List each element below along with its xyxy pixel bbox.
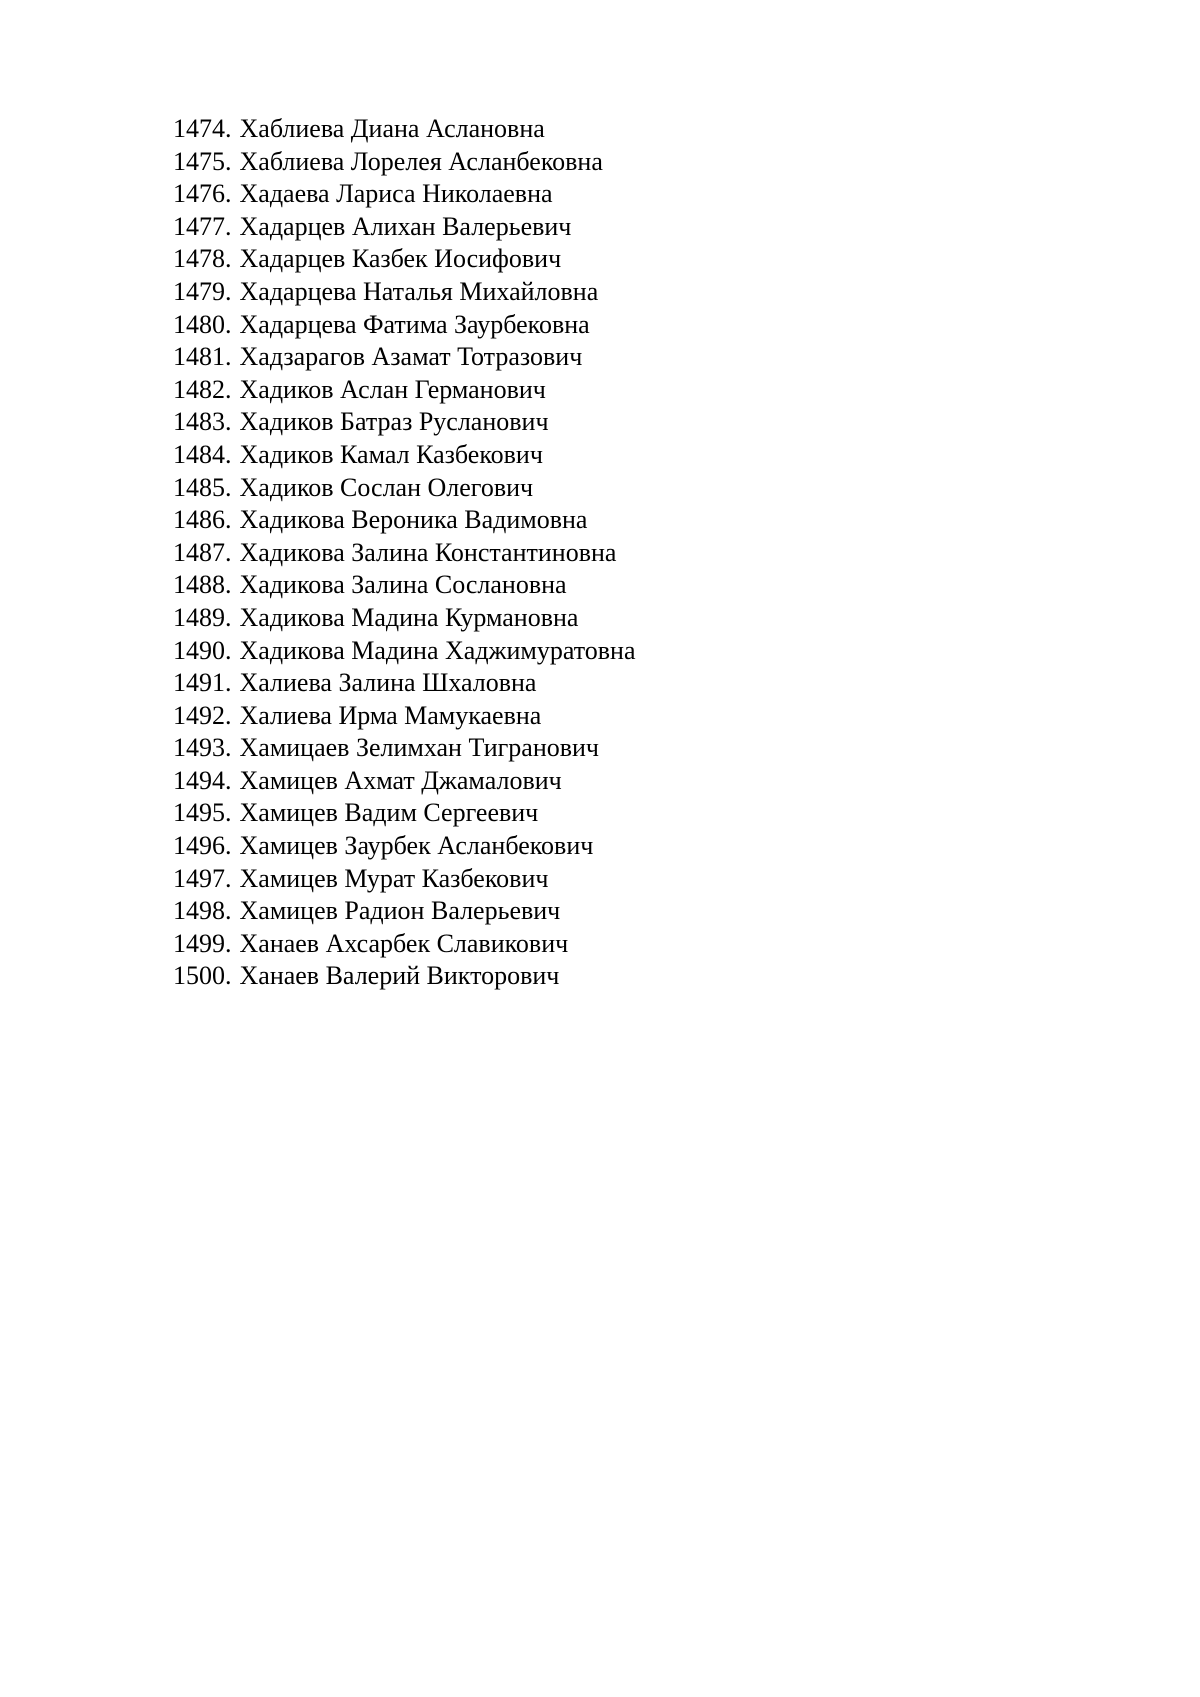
entry-name: Хадарцев Казбек Иосифович (239, 244, 562, 274)
entry-number: 1492. (173, 700, 232, 730)
list-item (173, 146, 636, 179)
list-item (173, 537, 636, 570)
entry-name: Хадаева Лариса Николаевна (239, 179, 553, 209)
entry-name: Хамицев Заурбек Асланбекович (239, 831, 594, 861)
entry-number: 1487. (173, 537, 232, 567)
entry-number: 1478. (173, 244, 232, 274)
list-item (173, 211, 636, 244)
list-item (173, 113, 636, 146)
entry-name: Хадарцев Алихан Валерьевич (239, 211, 572, 241)
entry-name: Хадикова Залина Константиновна (239, 537, 617, 567)
entry-number: 1485. (173, 472, 232, 502)
entry-number: 1475. (173, 146, 232, 176)
entry-name: Хадикова Мадина Курмановна (239, 602, 579, 632)
entry-number: 1484. (173, 439, 232, 469)
list-item (173, 602, 636, 635)
list-item (173, 569, 636, 602)
list-item (173, 178, 636, 211)
entry-name: Хамицев Мурат Казбекович (239, 863, 549, 893)
entry-name: Хаблиева Диана Аслановна (239, 114, 545, 143)
entry-number: 1496. (173, 831, 232, 861)
entry-name: Хадиков Аслан Германович (239, 374, 546, 404)
list-item (173, 243, 636, 276)
list-item (173, 700, 636, 733)
entry-name: Хамицев Вадим Сергеевич (239, 798, 539, 828)
entry-number: 1491. (173, 668, 232, 698)
entry-number: 1494. (173, 765, 232, 795)
list-item (173, 374, 636, 407)
entry-name: Хадиков Сослан Олегович (239, 472, 534, 502)
list-item (173, 504, 636, 537)
entry-number: 1500. (173, 961, 232, 991)
entry-number: 1497. (173, 863, 232, 893)
entry-name: Хадарцева Фатима Заурбековна (239, 309, 590, 339)
entry-name: Халиева Залина Шхаловна (239, 668, 537, 698)
entry-number: 1489. (173, 602, 232, 632)
entry-number: 1486. (173, 505, 232, 535)
entry-name: Хадзарагов Азамат Тотразович (239, 342, 583, 372)
entry-name: Хамицаев Зелимхан Тигранович (239, 733, 600, 763)
entry-name: Ханаев Валерий Викторович (239, 961, 560, 991)
entry-number: 1483. (173, 407, 232, 437)
list-item (173, 895, 636, 928)
entry-name: Хадикова Мадина Хаджимуратовна (239, 635, 636, 665)
list-item (173, 635, 636, 668)
entry-number: 1490. (173, 635, 232, 665)
list-item (173, 928, 636, 961)
entry-name: Хадиков Камал Казбекович (239, 439, 543, 469)
entry-number: 1482. (173, 374, 232, 404)
entry-name: Халиева Ирма Мамукаевна (239, 700, 542, 730)
list-item (173, 797, 636, 830)
list-item (173, 406, 636, 439)
entry-number: 1499. (173, 928, 232, 958)
list-item (173, 732, 636, 765)
entry-name: Хадикова Вероника Вадимовна (239, 505, 588, 535)
list-item (173, 863, 636, 896)
entry-name: Хадиков Батраз Русланович (239, 407, 549, 437)
entry-number: 1495. (173, 798, 232, 828)
list-item (173, 830, 636, 863)
list-item (173, 341, 636, 374)
entry-number: 1476. (173, 179, 232, 209)
list-item (173, 472, 636, 505)
entry-number: 1477. (173, 211, 232, 241)
entry-number: 1481. (173, 342, 232, 372)
entry-number: 1498. (173, 896, 232, 926)
list-item (173, 667, 636, 700)
list-item (173, 765, 636, 798)
list-item (173, 439, 636, 472)
entry-name: Хамицев Радион Валерьевич (239, 896, 561, 926)
name-list (173, 113, 636, 993)
entry-number: 1480. (173, 309, 232, 339)
list-item (173, 309, 636, 342)
list-item (173, 276, 636, 309)
entry-name: Хаблиева Лорелея Асланбековна (239, 146, 603, 176)
list-item (173, 960, 636, 993)
entry-number: 1474. (173, 114, 232, 143)
entry-name: Хадикова Залина Сослановна (239, 570, 567, 600)
entry-name: Ханаев Ахсарбек Славикович (239, 928, 569, 958)
entry-number: 1493. (173, 733, 232, 763)
entry-name: Хадарцева Наталья Михайловна (239, 276, 599, 306)
entry-name: Хамицев Ахмат Джамалович (239, 765, 562, 795)
entry-number: 1479. (173, 276, 232, 306)
entry-number: 1488. (173, 570, 232, 600)
